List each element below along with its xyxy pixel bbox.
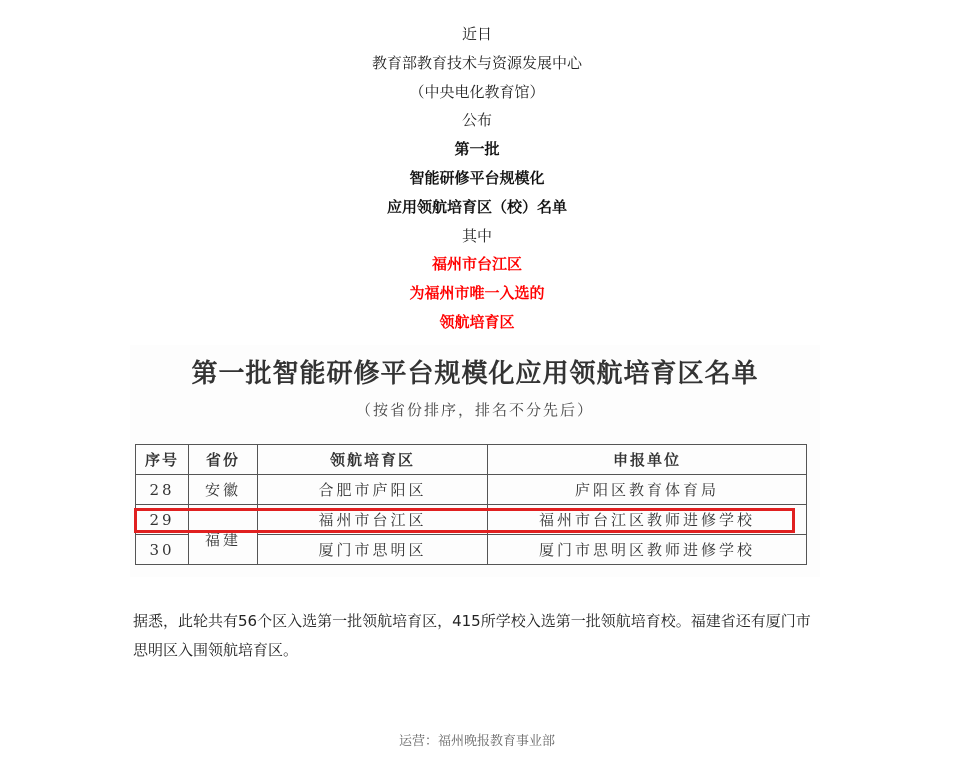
table-header-row bbox=[136, 445, 807, 475]
intro-line-highlight: 福州市台江区 bbox=[431, 255, 522, 274]
footer-credit: 运营：福州晚报教育事业部 bbox=[398, 734, 555, 749]
intro-line-highlight: 领航培育区 bbox=[439, 312, 515, 331]
table-row bbox=[136, 475, 807, 505]
document-subtitle: （按省份排序，排名不分先后） bbox=[355, 401, 594, 419]
intro-line-bold: 应用领航培育区（校）名单 bbox=[386, 197, 567, 216]
document-image bbox=[130, 345, 820, 577]
header-province: 省份 bbox=[189, 445, 258, 475]
intro-line: 其中 bbox=[461, 226, 492, 245]
cell-province: 安徽 bbox=[189, 475, 258, 505]
intro-text bbox=[0, 20, 954, 337]
intro-line: 教育部教育技术与资源发展中心 bbox=[371, 53, 582, 72]
intro-line: 公布 bbox=[461, 111, 492, 130]
cell-province: 福建 bbox=[189, 505, 258, 565]
cell-no: 28 bbox=[136, 475, 189, 505]
highlight-box bbox=[134, 508, 795, 533]
header-unit: 申报单位 bbox=[488, 445, 807, 475]
document-title: 第一批智能研修平台规模化应用领航培育区名单 bbox=[191, 359, 759, 389]
cell-district: 厦门市思明区 bbox=[258, 535, 488, 565]
cell-unit: 庐阳区教育体育局 bbox=[488, 475, 807, 505]
list-table bbox=[135, 444, 807, 565]
cell-district: 合肥市庐阳区 bbox=[258, 475, 488, 505]
intro-line-bold: 第一批 bbox=[454, 140, 500, 159]
intro-line: 近日 bbox=[461, 25, 492, 43]
intro-line: （中央电化教育馆） bbox=[409, 82, 545, 101]
cell-no: 30 bbox=[136, 535, 189, 565]
header-district: 领航培育区 bbox=[258, 445, 488, 475]
body-paragraph: 据悉，此轮共有56个区入选第一批领航培育区，415所学校入选第一批领航培育校。福建省还有厦门市思明区入围领航培育区。 bbox=[133, 612, 811, 659]
cell-unit: 福州市台江区教师进修学校 bbox=[488, 505, 807, 535]
intro-line-highlight: 为福州市唯一入选的 bbox=[409, 284, 545, 303]
header-no: 序号 bbox=[136, 445, 189, 475]
cell-district: 福州市台江区 bbox=[258, 505, 488, 535]
intro-line-bold: 智能研修平台规模化 bbox=[409, 168, 545, 187]
cell-unit: 厦门市思明区教师进修学校 bbox=[488, 535, 807, 565]
cell-no: 29 bbox=[136, 505, 189, 535]
